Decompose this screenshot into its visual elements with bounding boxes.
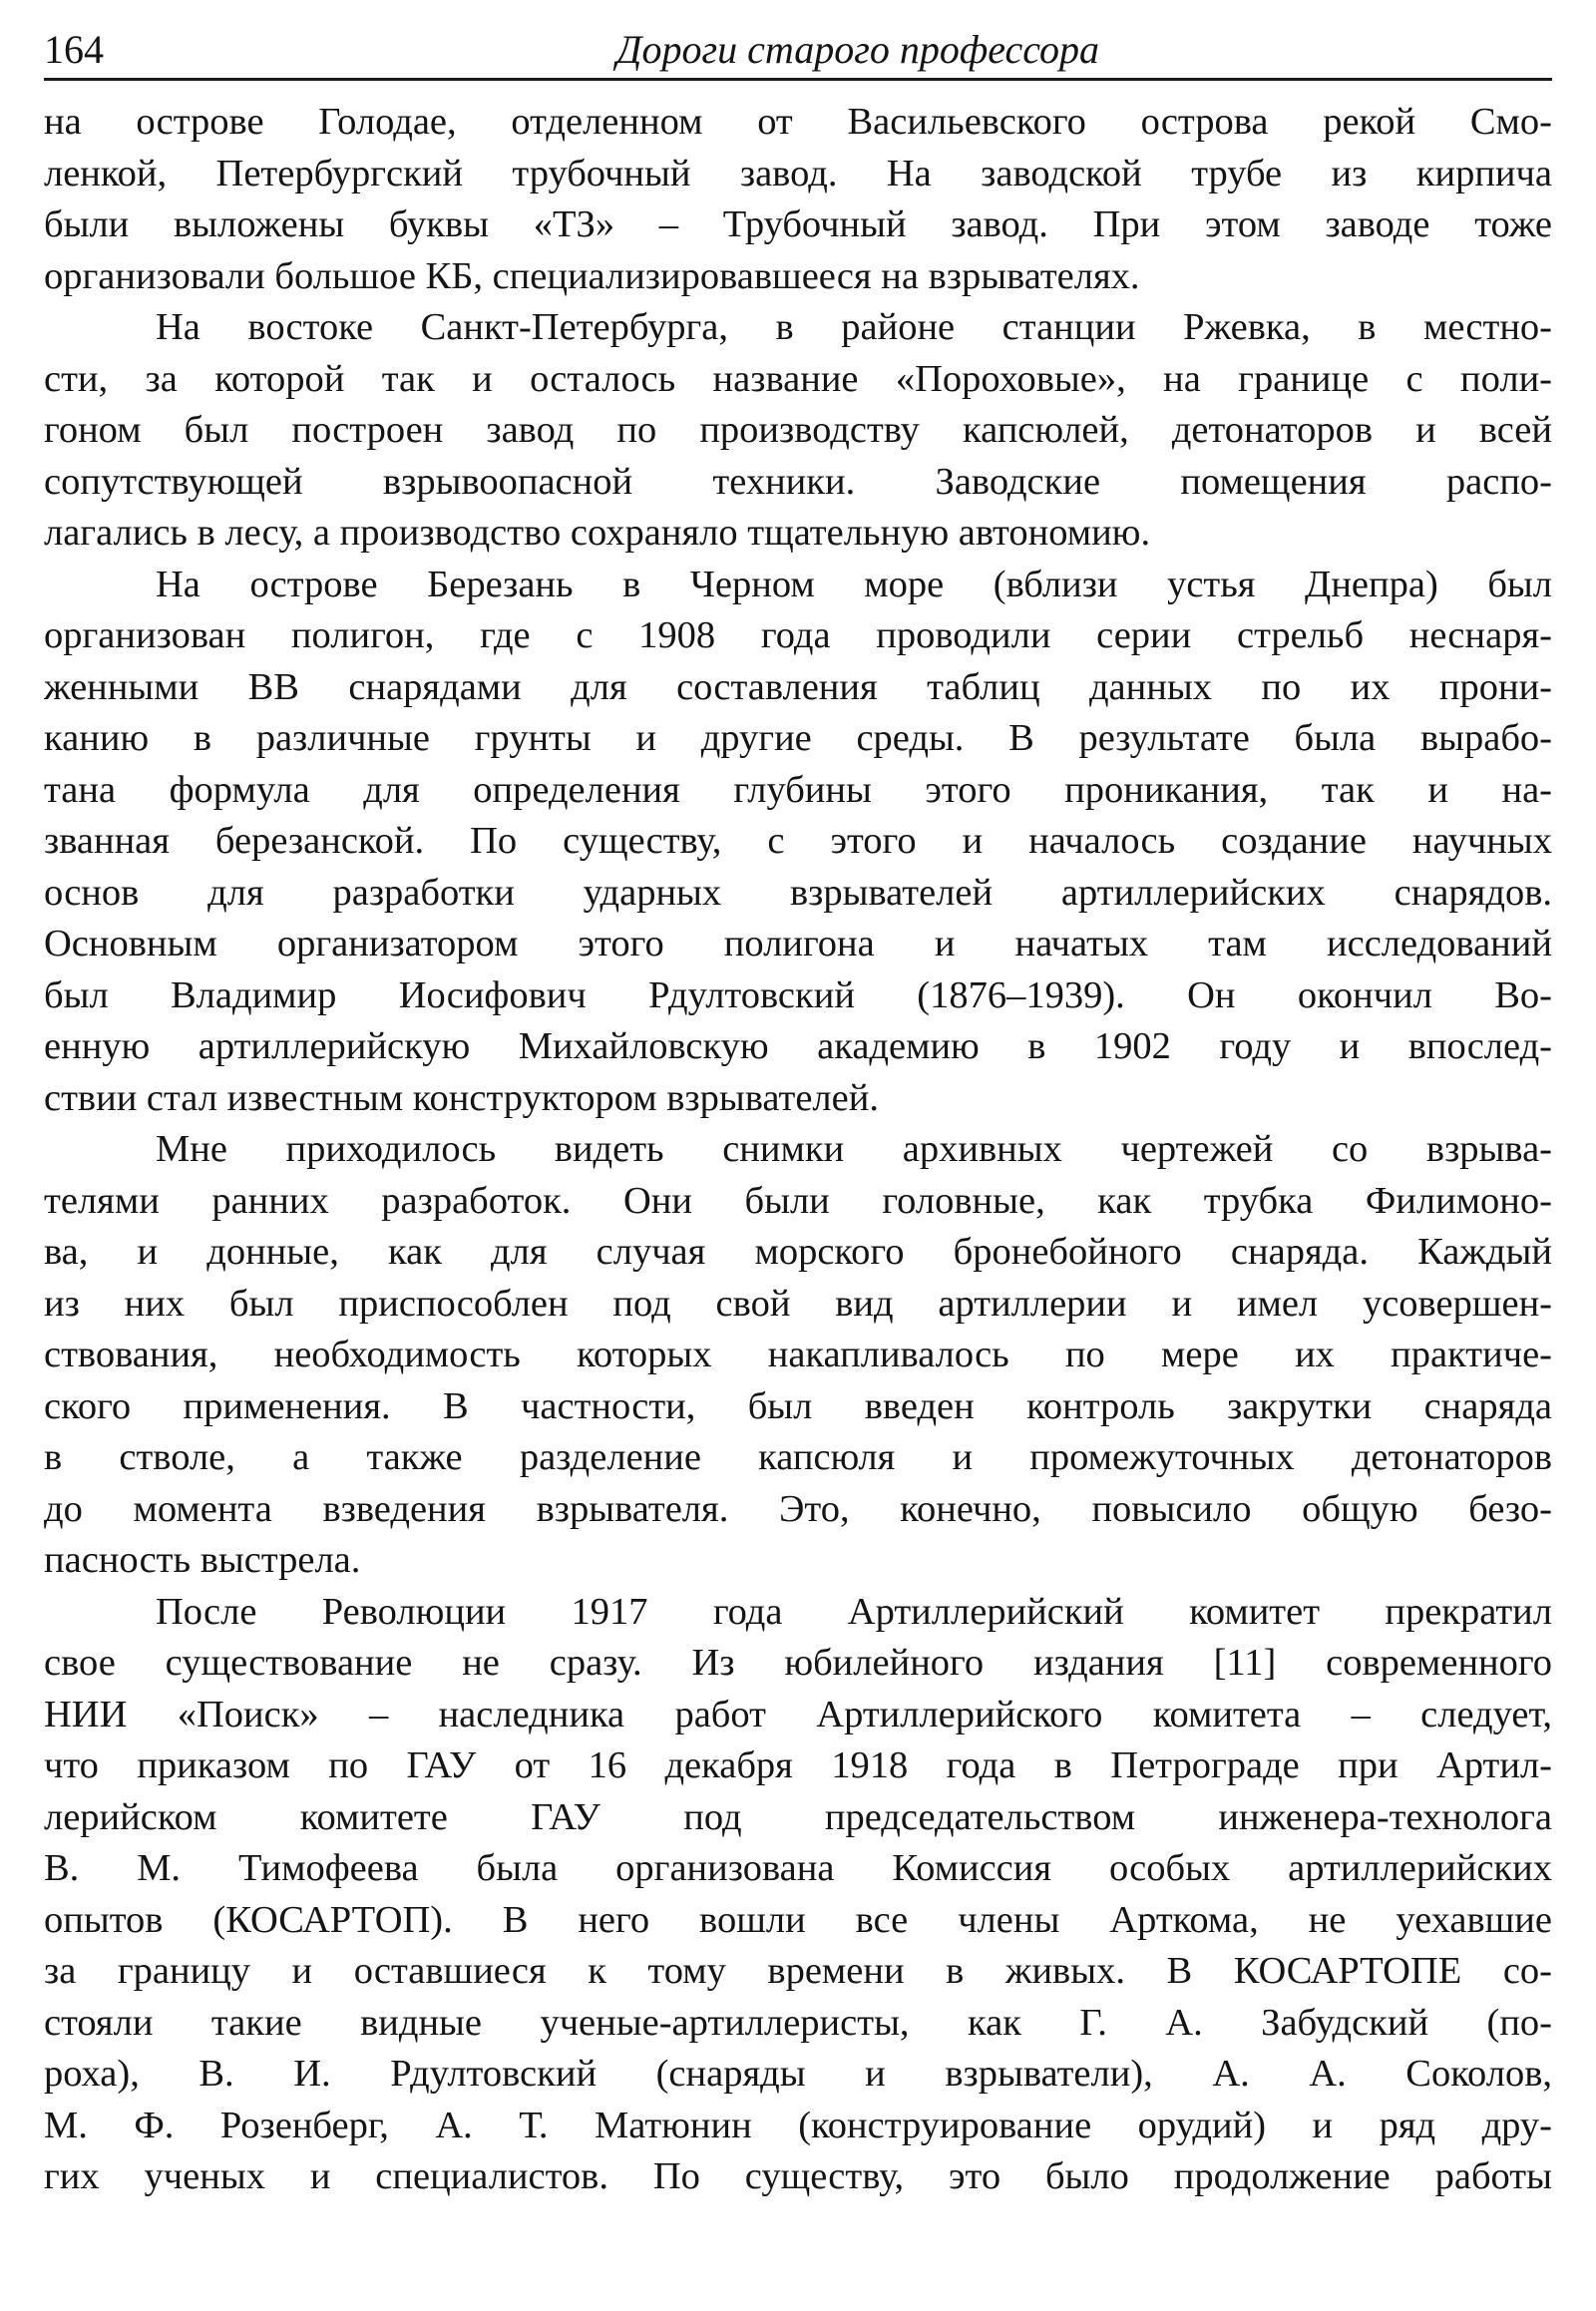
paragraph bbox=[44, 97, 1552, 302]
text-line: роха), В. И. Рдултовский (снаряды и взрыватели), А. А. Соколов, bbox=[44, 2053, 1552, 2095]
book-page bbox=[44, 22, 1552, 2203]
text-line: опытов (КОСАРТОП). В него вошли все члены Арткома, не уехавшие bbox=[44, 1898, 1552, 1941]
text-line: После Революции 1917 года Артиллерийский комитет прекратил bbox=[156, 1590, 1552, 1633]
text-line: канию в различные грунты и другие среды. В результате была вырабо- bbox=[44, 717, 1552, 759]
text-line: тана формула для определения глубины этого проникания, так и на- bbox=[44, 768, 1552, 811]
text-line: были выложены буквы «ТЗ» – Трубочный завод. При этом заводе тоже bbox=[44, 203, 1552, 245]
text-line: был Владимир Иосифович Рдултовский (1876–1939). Он окончил Во- bbox=[44, 973, 1552, 1016]
text-line: за границу и оставшиеся к тому времени в живых. В КОСАРТОПЕ со- bbox=[44, 1950, 1552, 1992]
paragraph bbox=[44, 302, 1552, 560]
text-line: ского применения. В частности, был введен контроль закрутки снаряда bbox=[44, 1384, 1552, 1427]
text-line: Мне приходилось видеть снимки архивных чертежей со взрыва- bbox=[156, 1128, 1552, 1170]
text-line: пасность выстрела. bbox=[44, 1539, 361, 1581]
body-text bbox=[44, 97, 1552, 2203]
text-line: На острове Березань в Черном море (вблизи устья Днепра) был bbox=[156, 563, 1552, 605]
text-line: гоном был построен завод по производству капсюлей, детонаторов и всей bbox=[44, 409, 1552, 451]
text-line: основ для разработки ударных взрывателей артиллерийских снарядов. bbox=[44, 871, 1552, 914]
text-line: до момента взведения взрывателя. Это, конечно, повысило общую безо- bbox=[44, 1487, 1552, 1530]
text-line: из них был приспособлен под свой вид артиллерии и имел усовершен- bbox=[44, 1282, 1552, 1325]
text-line: Основным организатором этого полигона и начатых там исследований bbox=[44, 923, 1552, 964]
text-line: гих ученых и специалистов. По существу, это было продолжение работы bbox=[44, 2155, 1552, 2197]
text-line: сти, за которой так и осталось название «Пороховые», на границе с поли- bbox=[44, 357, 1552, 400]
text-line: в стволе, а также разделение капсюля и промежуточных детонаторов bbox=[44, 1436, 1552, 1478]
text-line: организовали большое КБ, специализировавшееся на взрывателях. bbox=[44, 254, 1140, 297]
text-line: енную артиллерийскую Михайловскую академию в 1902 году и впослед- bbox=[44, 1025, 1552, 1067]
text-line: ва, и донные, как для случая морского бронебойного снаряда. Каждый bbox=[44, 1231, 1552, 1273]
running-title: Дороги старого профессора bbox=[616, 27, 1099, 72]
text-line: званная березанской. По существу, с этого и началось создание научных bbox=[44, 820, 1552, 862]
text-line: свое существование не сразу. Из юбилейного издания [11] современного bbox=[44, 1642, 1552, 1684]
page-header bbox=[44, 22, 1552, 81]
text-line: лагались в лесу, а производство сохраняло тщательную автономию. bbox=[44, 512, 1151, 554]
text-line: НИИ «Поиск» – наследника работ Артиллерийского комитета – следует, bbox=[44, 1693, 1552, 1735]
text-line: лерийском комитете ГАУ под председательством инженера-технолога bbox=[44, 1795, 1552, 1838]
page-number: 164 bbox=[44, 27, 104, 72]
text-line: М. Ф. Розенберг, А. Т. Матюнин (конструирование орудий) и ряд дру- bbox=[44, 2104, 1552, 2146]
text-line: стояли такие видные ученые-артиллеристы, как Г. А. Забудский (по- bbox=[44, 2001, 1552, 2044]
text-line: что приказом по ГАУ от 16 декабря 1918 года в Петрограде при Артил- bbox=[44, 1744, 1552, 1786]
text-line: ствии стал известным конструктором взрывателей. bbox=[44, 1076, 879, 1119]
text-line: сопутствующей взрывоопасной техники. Заводские помещения распо- bbox=[44, 460, 1552, 503]
text-line: В. М. Тимофеева была организована Комиссия особых артиллерийских bbox=[44, 1847, 1552, 1889]
text-line: ленкой, Петербургский трубочный завод. На заводской трубе из кирпича bbox=[44, 152, 1552, 194]
text-line: телями ранних разработок. Они были головные, как трубка Филимоно- bbox=[44, 1179, 1552, 1222]
text-line: На востоке Санкт-Петербурга, в районе станции Ржевка, в местно- bbox=[156, 306, 1552, 348]
paragraph bbox=[44, 1587, 1552, 2203]
text-line: на острове Голодае, отделенном от Васильевского острова рекой Смо- bbox=[44, 101, 1552, 143]
paragraph bbox=[44, 560, 1552, 1125]
text-line: ствования, необходимость которых накапливалось по мере их практиче- bbox=[44, 1334, 1552, 1375]
text-line: женными ВВ снарядами для составления таблиц данных по их прони- bbox=[44, 665, 1552, 708]
text-line: организован полигон, где с 1908 года проводили серии стрельб неснаря- bbox=[44, 614, 1552, 656]
paragraph bbox=[44, 1124, 1552, 1587]
